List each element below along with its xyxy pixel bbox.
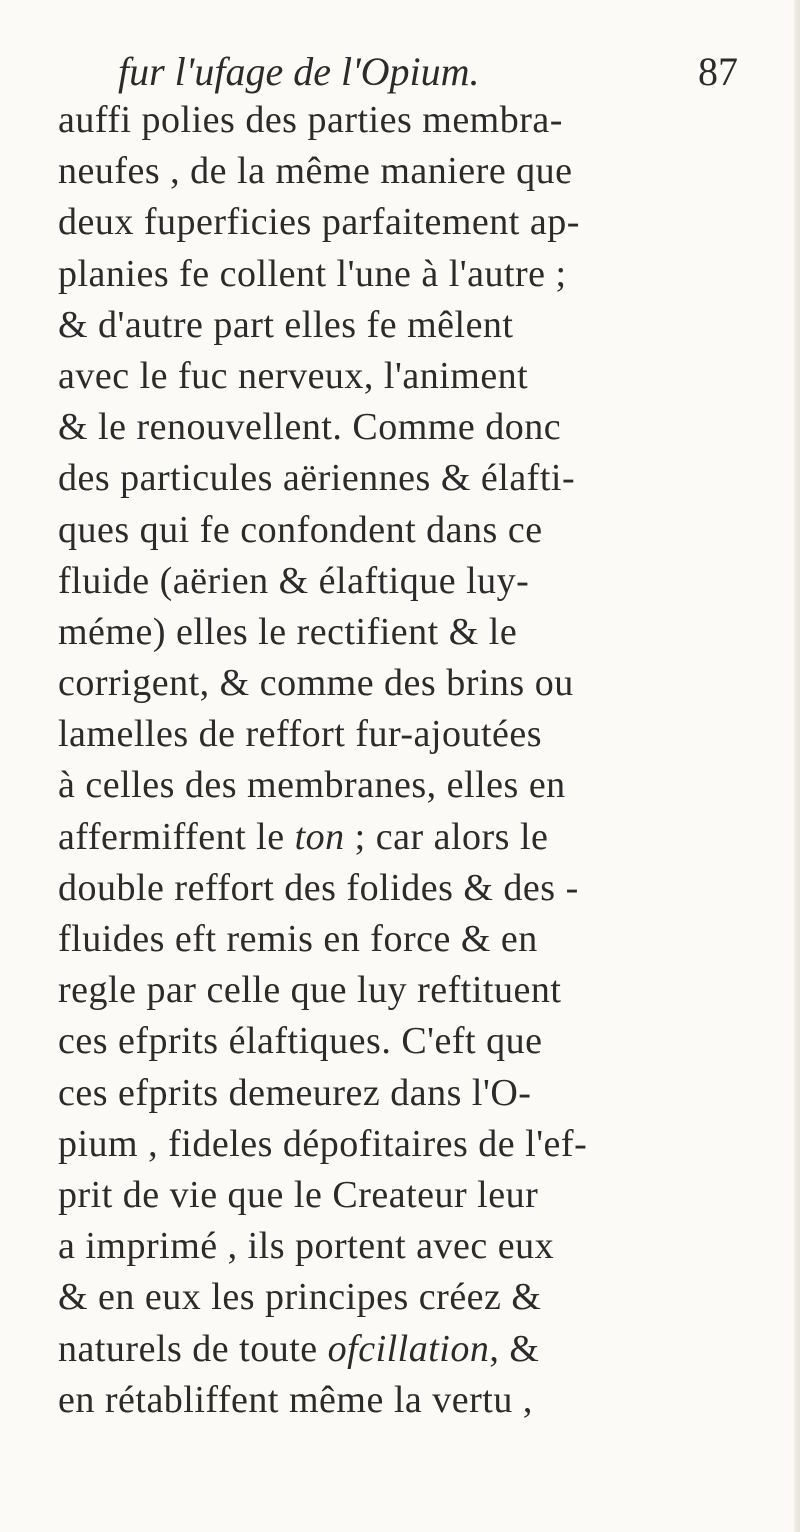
text-line: avec le fuc nerveux, l'animent [58,354,529,397]
text-line [58,1324,748,1375]
running-head [118,48,738,98]
text-line: a imprimé , ils portent avec eux [58,1225,555,1268]
text-line: lamelles de reffort fur-ajoutées [58,713,543,756]
text-line [58,812,748,863]
text-line: & d'autre part elles fe mêlent [58,303,514,346]
text-segment: affermiffent le [58,815,295,858]
page-number: 87 [698,49,738,94]
running-title: fur l'ufage de l'Opium. [118,49,480,94]
page-edge [794,0,800,1532]
text-line: & le renouvellent. Comme donc [58,406,562,449]
text-line: planies fe collent l'une à l'autre ; [58,252,567,295]
text-line: à celles des membranes, elles en [58,764,566,807]
text-line: fluides eft remis en force & en [58,918,538,960]
text-line: regle par celle que luy reftituent [58,969,562,1012]
text-line: corrigent, & comme des brins ou [58,662,574,705]
text-line: ques qui fe confondent dans ce [58,508,543,551]
text-line: prit de vie que le Createur leur [58,1173,539,1216]
text-segment: , & [489,1327,540,1370]
text-line: ces efprits élaftiques. C'eft que [58,1020,543,1063]
body-text [58,95,748,1426]
text-line: fluide (aërien & élaftique luy- [58,559,530,602]
text-line: des particules aëriennes & élafti- [58,457,576,500]
text-line: deux fuperficies parfaitement ap- [58,201,580,244]
text-line: auffi polies des parties membra- [58,99,563,141]
text-line: ces efprits demeurez dans l'O- [58,1071,532,1114]
italic-term: ofcillation [327,1327,490,1370]
text-segment: ; car alors le [344,815,549,858]
italic-term: ton [294,815,345,858]
text-line: & en eux les principes créez & [58,1276,542,1319]
text-line: en rétabliffent même la vertu , [58,1378,533,1421]
text-line: double reffort des folides & des - [58,866,579,909]
text-line: méme) elles le rectifient & le [58,610,518,653]
text-segment: naturels de toute [58,1327,328,1370]
text-line: neufes , de la même maniere que [58,150,573,193]
text-line: pium , fideles dépofitaires de l'ef- [58,1122,588,1165]
